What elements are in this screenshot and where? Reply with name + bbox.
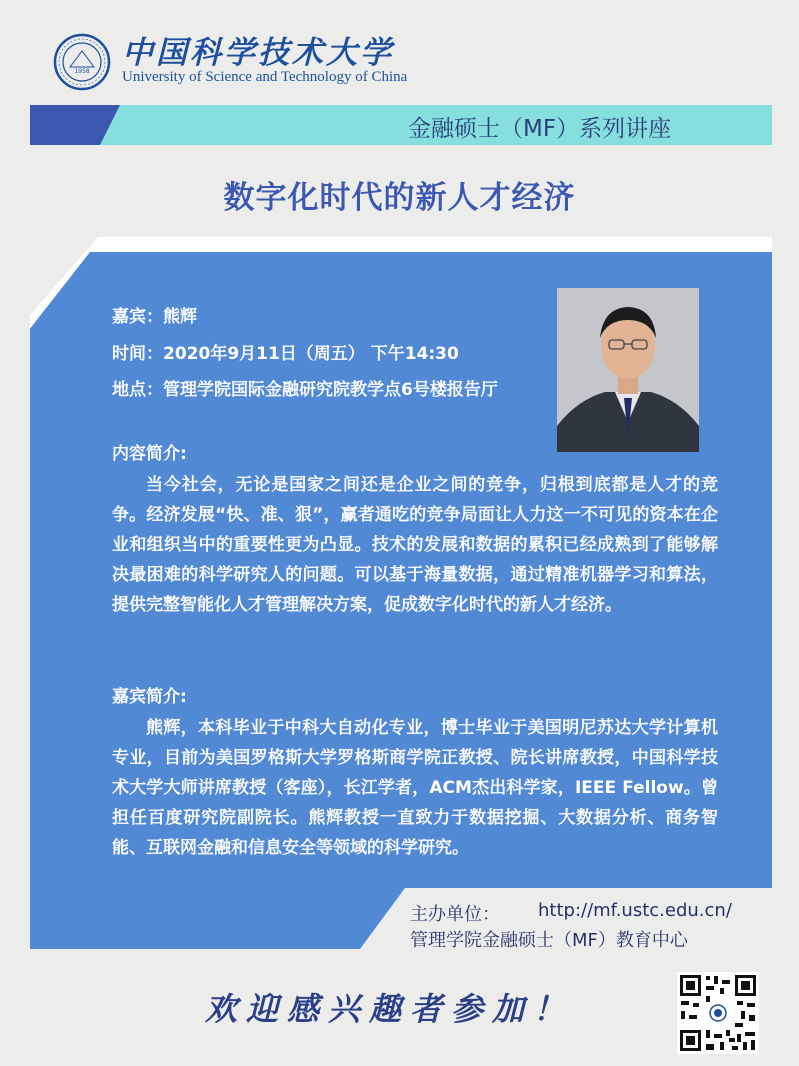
- qr-code-icon[interactable]: [677, 972, 759, 1054]
- intro-paragraph: 当今社会，无论是国家之间还是企业之间的竞争，归根到底都是人才的竞争。经济发展“快、准、狠”，赢者通吃的竞争局面让人力这一不可见的资本在企业和组织当中的重要性更为凸显。技术的发展和数据的累积已经成熟到了能够解决最困难的科学研究人的问题。可以基于海量数据，通过精准机器学习和算法，提供完整智能化人才管理解决方案，促成数字化时代的新人才经济。: [112, 475, 718, 615]
- university-name-cn: 中国科学技术大学: [122, 35, 394, 71]
- organizer-name: 管理学院金融硕士（MF）教育中心: [410, 930, 688, 951]
- series-title: 金融硕士（MF）系列讲座: [408, 116, 672, 142]
- bio-heading: 嘉宾简介:: [112, 687, 187, 707]
- organizer-label: 主办单位：: [410, 904, 500, 925]
- svg-text:1958: 1958: [74, 68, 90, 75]
- welcome-slogan: 欢迎感兴趣者参加！: [205, 990, 575, 1028]
- university-name-en: University of Science and Technology of China: [122, 69, 408, 85]
- speaker-photo: [557, 288, 699, 452]
- organizer-url-link[interactable]: http://mf.ustc.edu.cn/: [538, 900, 732, 921]
- time-line: 时间：2020年9月11日（周五） 下午14:30: [112, 344, 459, 364]
- lecture-title: 数字化时代的新人才经济: [223, 180, 576, 216]
- intro-heading: 内容简介:: [112, 444, 187, 464]
- bio-paragraph: 熊辉，本科毕业于中科大自动化专业，博士毕业于美国明尼苏达大学计算机专业，目前为美国罗格斯大学罗格斯商学院正教授、院长讲席教授，中国科学技术大学大师讲席教授（客座），长江学者，ACM杰出科学家，IEEE Fellow。曾担任百度研究院副院长。熊辉教授一直致力于数据挖掘、大数据分析、商务智能、互联网金融和信息安全等领域的科学研究。: [112, 718, 718, 858]
- place-line: 地点：管理学院国际金融研究院教学点6号楼报告厅: [112, 380, 498, 400]
- guest-line: 嘉宾：熊辉: [112, 307, 197, 327]
- ustc-seal-logo: [53, 33, 111, 91]
